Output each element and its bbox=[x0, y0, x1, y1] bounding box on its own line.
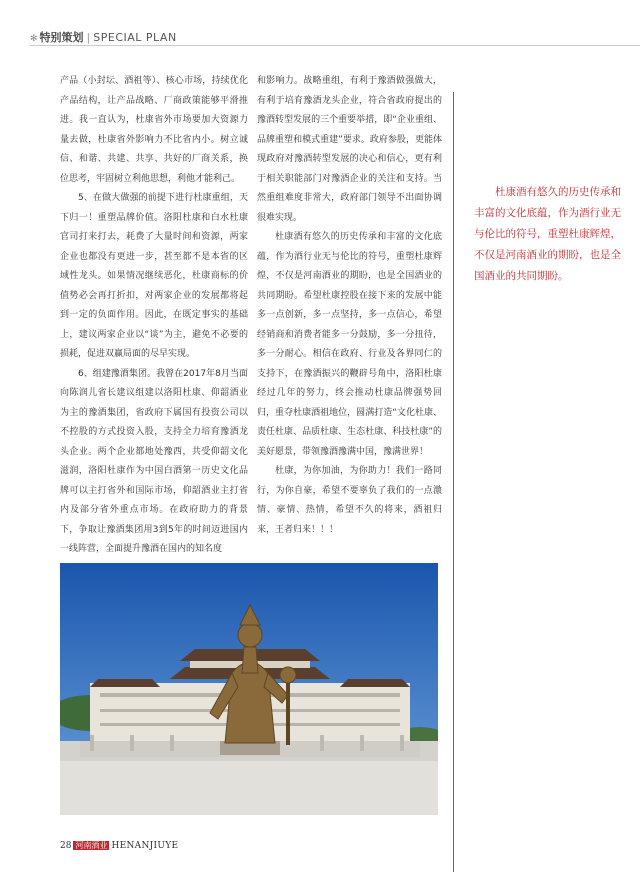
paragraph: 杜康酒有悠久的历史传承和丰富的文化底蕴，作为酒行业无与伦比的符号，重塑杜康辉煌，不仅是河南酒业的期盼，也是全国酒业的共同期盼。希望杜康控股在接下来的发展中能多一点创新，多一点坚持，多一点信心，希望经销商和消费者能多一分鼓励，多一分扭待，多一分耐心。相信在政府、行业及各界同仁的支持下，在豫酒振兴的鞭辟号角中，洛阳杜康经过几年的努力，终会推动杜康品牌强势回归，重夺杜康酒祖地位，圆满打造“文化杜康、责任杜康、品质杜康、生态杜康、科技杜康”的美好愿景，带领豫酒豫满中国，豫满世界！ bbox=[257, 232, 442, 457]
body-column-left bbox=[60, 72, 248, 560]
magazine-brand-cn: 河南酒业 bbox=[75, 841, 108, 850]
body-column-right bbox=[257, 72, 442, 540]
section-title-cn: 特别策划 bbox=[39, 31, 84, 44]
flower-icon: ✻ bbox=[30, 34, 38, 44]
sidebar-divider bbox=[453, 92, 454, 872]
header-rule bbox=[30, 45, 640, 46]
paragraph: 和影响力。战略重组，有利于豫酒做强做大，有利于培育豫酒龙头企业，符合省政府提出的豫酒转型发展的三个重要举措，即“企业重组、品牌重塑和模式重建”要求。政府参股，更能体现政府对豫酒转型发展的决心和信心，更有利于相关职能部门对豫酒企业的关注和支持。当然重组难度非常大，政府部门领导不出面协调很难实现。 bbox=[257, 76, 442, 223]
paragraph: 杜康，为你加油，为你助力！我们一路同行，为你自豪，希望不要辜负了我们的一点激情、豪情、热情，希望不久的将来，酒祖归来，王者归来！！！ bbox=[257, 466, 442, 535]
paragraph: 产品（小封坛、酒祖等）、核心市场，持续优化产品结构，让产品战略、厂商政策能够平滑推进。我一直认为，杜康省外市场要加大资源力量去做，杜康省外影响力不比省内小。树立诚信、和谐、共建、共享、共好的厂商关系，换位思考，牢固树立利他思想，利他才能利己。 bbox=[60, 76, 248, 184]
page-number: 28 bbox=[60, 841, 72, 851]
page-footer bbox=[60, 840, 178, 851]
statue-illustration bbox=[60, 563, 438, 815]
paragraph: 5、在做大做强的前提下进行杜康重组，天下归一！重塑品牌价值。洛阳杜康和白水杜康官司打来打去，耗费了大量时间和资源，两家企业也都没有更进一步，甚至都不是本省的区域性龙头。如果情况继续恶化，杜康商标的价值势必会再打折扣，对两家企业的发展都将起到一定的负面作用。因此，在既定事实的基础上，建议两家企业以“谈”为主，避免不必要的损耗，促进双赢局面的尽早实现。 bbox=[60, 193, 248, 359]
du-kang-statue-photo bbox=[60, 563, 438, 815]
section-title-en: SPECIAL PLAN bbox=[93, 31, 177, 44]
magazine-brand-en: HENANJIUYE bbox=[111, 841, 179, 851]
header-separator: | bbox=[86, 31, 91, 44]
pull-quote: 杜康酒有悠久的历史传承和丰富的文化底蕴，作为酒行业无与伦比的符号，重塑杜康辉煌，不仅是河南酒业的期盼，也是全国酒业的共同期盼。 bbox=[474, 186, 621, 282]
section-header bbox=[30, 29, 177, 45]
paragraph: 6、组建豫酒集团。我曾在2017年8月当面向陈润儿省长建议组建以洛阳杜康、仰韶酒业为主的豫酒集团，省政府下属国有投资公司以不控股的方式投资入股，支持全力培育豫酒龙头企业。两个企业都地处豫西，共受仰韶文化滋润，洛阳杜康作为中国白酒第一历史文化品牌可以主打省外和国际市场，仰韶酒业主打省内及部分省外重点市场。在政府助力的背景下，争取让豫酒集团用3到5年的时间迈进国内一线阵营，全面提升豫酒在国内的知名度 bbox=[60, 368, 248, 554]
